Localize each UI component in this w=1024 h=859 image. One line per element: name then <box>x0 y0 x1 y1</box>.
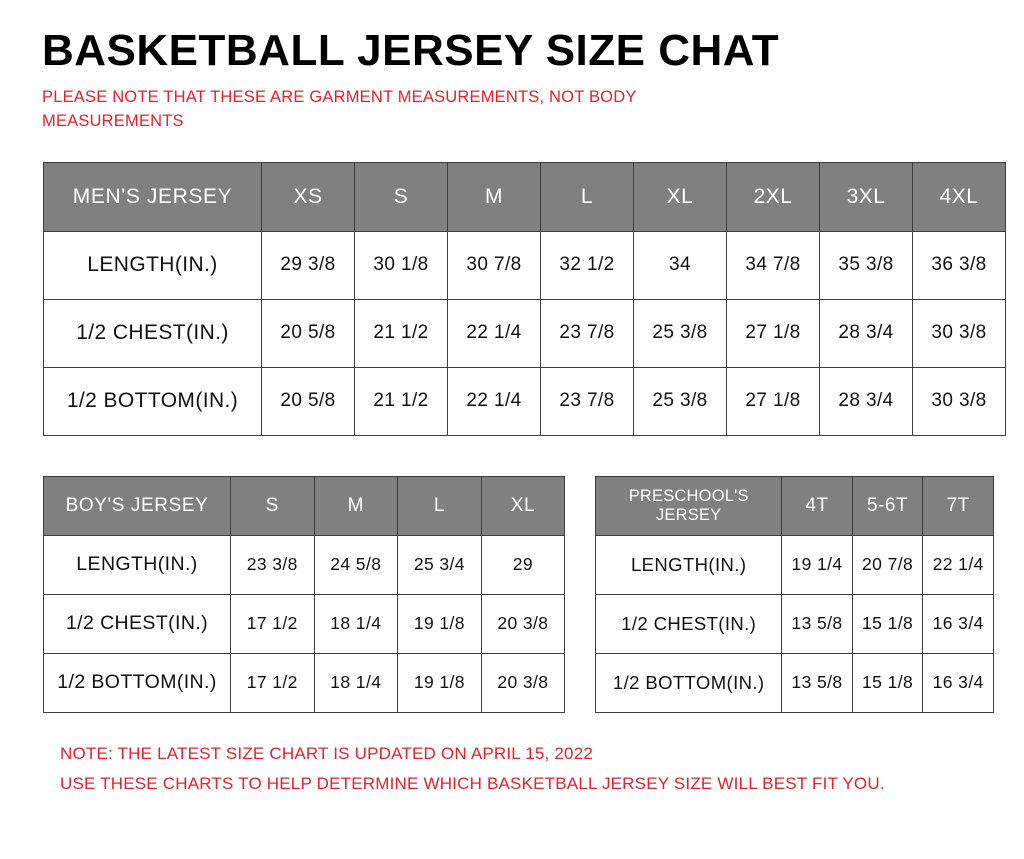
table-cell: 17 1/2 <box>231 653 315 712</box>
table-cell: 19 1/4 <box>782 535 853 594</box>
table-cell: 29 3/8 <box>262 231 355 299</box>
column-header: 2XL <box>727 162 820 231</box>
row-label: 1/2 BOTTOM(IN.) <box>596 653 782 712</box>
footer-notes <box>60 739 994 799</box>
column-header: M <box>448 162 541 231</box>
table-row <box>44 535 565 594</box>
column-header: S <box>355 162 448 231</box>
column-header: PRESCHOOL'S JERSEY <box>596 476 782 535</box>
table-cell: 18 1/4 <box>314 594 398 653</box>
table-row <box>44 653 565 712</box>
table-row <box>44 299 1006 367</box>
table-cell: 30 3/8 <box>913 367 1006 435</box>
table-row <box>596 535 994 594</box>
mens-jersey-size-table <box>43 162 1006 436</box>
table-cell: 20 3/8 <box>481 653 565 712</box>
column-header: BOY'S JERSEY <box>44 476 231 535</box>
table-cell: 16 3/4 <box>923 653 994 712</box>
table-cell: 21 1/2 <box>355 367 448 435</box>
table-cell: 21 1/2 <box>355 299 448 367</box>
footer-note-usage: USE THESE CHARTS TO HELP DETERMINE WHICH BASKETBALL JERSEY SIZE WILL BEST FIT YOU. <box>60 773 885 793</box>
lower-tables-container <box>43 476 994 713</box>
preschool-jersey-size-table <box>595 476 994 713</box>
table-cell: 20 7/8 <box>852 535 923 594</box>
column-header: S <box>231 476 315 535</box>
table-header-row <box>44 476 565 535</box>
table-cell: 25 3/4 <box>398 535 482 594</box>
column-header: 4XL <box>913 162 1006 231</box>
row-label: 1/2 BOTTOM(IN.) <box>44 653 231 712</box>
column-header: 7T <box>923 476 994 535</box>
table-cell: 19 1/8 <box>398 594 482 653</box>
table-cell: 36 3/8 <box>913 231 1006 299</box>
table-cell: 35 3/8 <box>820 231 913 299</box>
table-cell: 24 5/8 <box>314 535 398 594</box>
column-header: XL <box>634 162 727 231</box>
table-cell: 19 1/8 <box>398 653 482 712</box>
table-cell: 23 3/8 <box>231 535 315 594</box>
table-cell: 13 5/8 <box>782 653 853 712</box>
table-row <box>596 594 994 653</box>
table-cell: 28 3/4 <box>820 367 913 435</box>
column-header: M <box>314 476 398 535</box>
table-cell: 27 1/8 <box>727 299 820 367</box>
table-cell: 32 1/2 <box>541 231 634 299</box>
column-header: L <box>541 162 634 231</box>
table-header-row <box>596 476 994 535</box>
column-header: 4T <box>782 476 853 535</box>
table-cell: 30 1/8 <box>355 231 448 299</box>
table-cell: 29 <box>481 535 565 594</box>
table-cell: 25 3/8 <box>634 367 727 435</box>
row-label: LENGTH(IN.) <box>44 535 231 594</box>
row-label: LENGTH(IN.) <box>44 231 262 299</box>
table-cell: 22 1/4 <box>448 367 541 435</box>
table-cell: 30 3/8 <box>913 299 1006 367</box>
table-cell: 20 3/8 <box>481 594 565 653</box>
table-cell: 15 1/8 <box>852 594 923 653</box>
table-cell: 25 3/8 <box>634 299 727 367</box>
footer-note-update: NOTE: THE LATEST SIZE CHART IS UPDATED ON APRIL 15, 2022 <box>60 743 594 763</box>
row-label: 1/2 CHEST(IN.) <box>44 594 231 653</box>
table-cell: 34 <box>634 231 727 299</box>
table-cell: 17 1/2 <box>231 594 315 653</box>
row-label: 1/2 CHEST(IN.) <box>44 299 262 367</box>
table-cell: 34 7/8 <box>727 231 820 299</box>
table-row <box>44 594 565 653</box>
column-header: XL <box>481 476 565 535</box>
table-cell: 23 7/8 <box>541 299 634 367</box>
table-row <box>596 653 994 712</box>
table-cell: 13 5/8 <box>782 594 853 653</box>
table-cell: 30 7/8 <box>448 231 541 299</box>
column-header: 5-6T <box>852 476 923 535</box>
table-row <box>44 231 1006 299</box>
boys-jersey-size-table <box>43 476 565 713</box>
column-header: L <box>398 476 482 535</box>
table-cell: 27 1/8 <box>727 367 820 435</box>
table-cell: 20 5/8 <box>262 367 355 435</box>
row-label: LENGTH(IN.) <box>596 535 782 594</box>
table-cell: 16 3/4 <box>923 594 994 653</box>
page-title: BASKETBALL JERSEY SIZE CHAT <box>42 26 780 75</box>
table-cell: 15 1/8 <box>852 653 923 712</box>
table-cell: 22 1/4 <box>448 299 541 367</box>
garment-measurement-note: PLEASE NOTE THAT THESE ARE GARMENT MEASUREMENTS, NOT BODY MEASUREMENTS <box>42 88 637 130</box>
table-row <box>44 367 1006 435</box>
column-header: 3XL <box>820 162 913 231</box>
row-label: 1/2 CHEST(IN.) <box>596 594 782 653</box>
column-header: MEN'S JERSEY <box>44 162 262 231</box>
table-header-row <box>44 162 1006 231</box>
table-cell: 23 7/8 <box>541 367 634 435</box>
table-cell: 20 5/8 <box>262 299 355 367</box>
table-cell: 22 1/4 <box>923 535 994 594</box>
row-label: 1/2 BOTTOM(IN.) <box>44 367 262 435</box>
column-header: XS <box>262 162 355 231</box>
table-cell: 28 3/4 <box>820 299 913 367</box>
table-cell: 18 1/4 <box>314 653 398 712</box>
